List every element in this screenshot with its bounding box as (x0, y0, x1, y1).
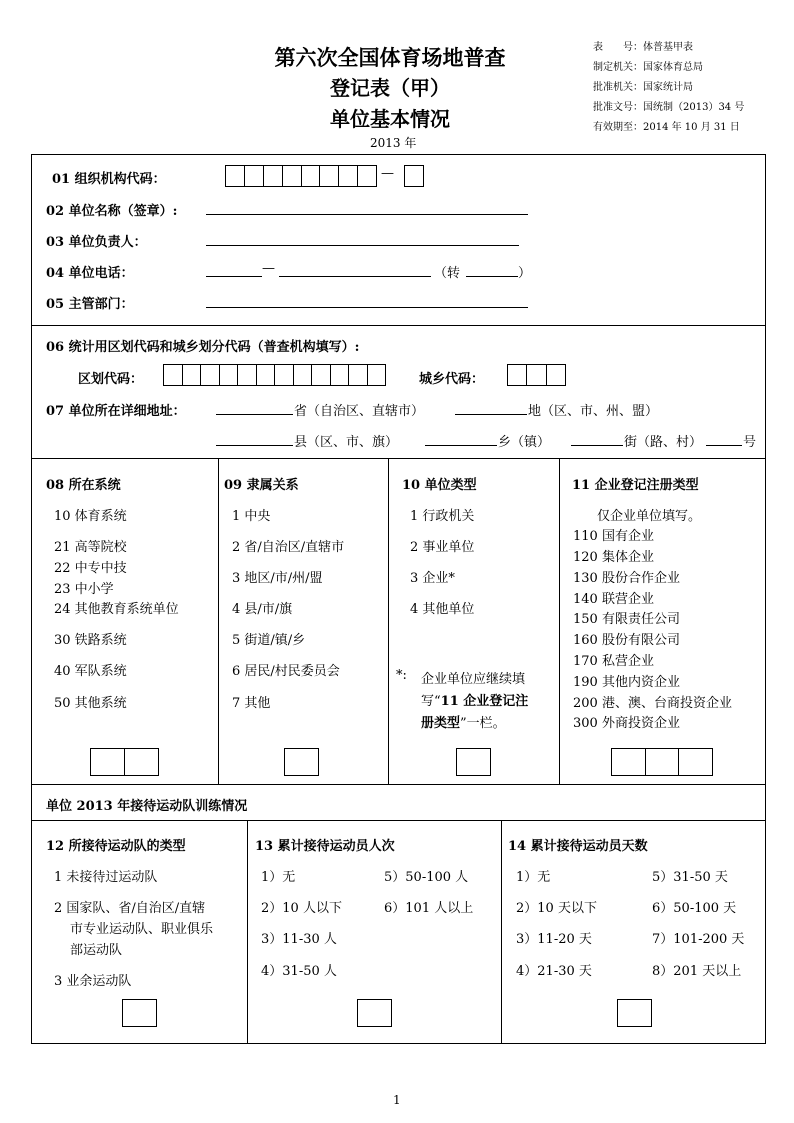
form-title: 第六次全国体育场地普查 (274, 45, 506, 70)
unit-type-note-star: *: (396, 668, 407, 683)
athlete-days-option: 6）50-100 天 (652, 901, 737, 916)
registration-type-title: 11 企业登记注册类型 (572, 478, 699, 493)
registration-type-option: 140 联营企业 (573, 592, 654, 607)
phone-ext-open: （转 (434, 266, 461, 281)
registration-type-subtitle: 仅企业单位填写。 (597, 509, 702, 524)
meta-block (593, 38, 744, 138)
address-province-field[interactable] (216, 414, 293, 415)
urban-code-label: 城乡代码： (419, 372, 485, 387)
supervisor-field[interactable] (206, 307, 528, 308)
registration-type-option: 130 股份合作企业 (573, 571, 680, 586)
address-street-label: 街（路、村） (624, 435, 703, 450)
address-province-label: 省（自治区、直辖市） (294, 404, 425, 419)
registration-type-option: 200 港、澳、台商投资企业 (573, 696, 732, 711)
registration-type-option: 120 集体企业 (573, 550, 654, 565)
region-code-boxes[interactable] (163, 364, 386, 386)
meta-row: 批准文号：国统制（2013）34 号 (593, 102, 745, 113)
team-type-option: 2 国家队、省/自治区/直辖 (54, 901, 206, 916)
supervisor-label: 05 主管部门： (46, 297, 134, 312)
org-code-check-box[interactable] (404, 165, 424, 187)
unit-name-field[interactable] (206, 214, 528, 215)
address-street-field[interactable] (571, 445, 623, 446)
registration-type-option: 150 有限责任公司 (573, 612, 680, 627)
address-label: 07 单位所在详细地址： (46, 404, 186, 419)
form-section-title: 单位基本情况 (330, 107, 450, 131)
meta-row: 有效期至：2014 年 10 月 31 日 (593, 122, 740, 133)
affiliation-option: 6 居民/村民委员会 (232, 664, 340, 679)
system-option: 22 中专中技 (54, 561, 127, 576)
affiliation-title: 09 隶属关系 (224, 478, 299, 493)
phone-area-field[interactable] (206, 276, 262, 277)
team-section-heading: 单位 2013 年接待运动队训练情况 (46, 799, 248, 814)
athlete-visits-option: 6）101 人以上 (384, 901, 474, 916)
unit-type-option: 3 企业* (410, 571, 455, 586)
athlete-visits-option: 3）11-30 人 (261, 932, 337, 947)
org-code-boxes[interactable] (225, 165, 377, 187)
team-type-option: 1 未接待过运动队 (54, 870, 158, 885)
registration-code-boxes[interactable] (611, 748, 713, 776)
phone-ext-close: ） (518, 266, 532, 281)
division-code-label: 06 统计用区划代码和城乡划分代码（普查机构填写）: (46, 340, 360, 355)
affiliation-option: 2 省/自治区/直辖市 (232, 540, 345, 555)
unit-type-note: 册类型”一栏。 (421, 716, 506, 731)
athlete-visits-option: 1）无 (261, 870, 296, 885)
column-divider (247, 820, 248, 1043)
system-option: 50 其他系统 (54, 696, 127, 711)
registration-type-option: 110 国有企业 (573, 529, 654, 544)
athlete-days-option: 7）101-200 天 (652, 932, 745, 947)
team-type-code-box[interactable] (122, 999, 157, 1027)
system-option: 21 高等院校 (54, 540, 127, 555)
system-code-boxes[interactable] (90, 748, 159, 776)
unit-name-label: 02 单位名称（签章）: (46, 204, 178, 219)
system-title: 08 所在系统 (46, 478, 121, 493)
column-divider (218, 458, 219, 784)
athlete-days-option: 1）无 (516, 870, 551, 885)
athlete-days-title: 14 累计接待运动员天数 (508, 839, 648, 854)
athlete-visits-option: 4）31-50 人 (261, 964, 337, 979)
meta-row: 表 号：体普基甲表 (593, 42, 693, 53)
unit-type-option: 4 其他单位 (410, 602, 475, 617)
address-prefecture-field[interactable] (455, 414, 527, 415)
form-year: 2013 年 (370, 136, 417, 150)
address-prefecture-label: 地（区、市、州、盟） (528, 404, 659, 419)
affiliation-option: 1 中央 (232, 509, 271, 524)
meta-row: 批准机关：国家统计局 (593, 82, 693, 93)
system-option: 24 其他教育系统单位 (54, 602, 179, 617)
system-option: 10 体育系统 (54, 509, 127, 524)
unit-head-field[interactable] (206, 245, 519, 246)
unit-phone-label: 04 单位电话： (46, 266, 134, 281)
system-option: 40 军队系统 (54, 664, 127, 679)
meta-row: 制定机关：国家体育总局 (593, 62, 703, 73)
team-type-option: 市专业运动队、职业俱乐 (70, 922, 214, 937)
column-divider (559, 458, 560, 784)
team-type-option: 部运动队 (70, 943, 123, 958)
unit-head-label: 03 单位负责人： (46, 235, 147, 250)
region-code-label: 区划代码： (78, 372, 144, 387)
unit-type-note: 企业单位应继续填 (421, 672, 526, 687)
org-code-dash: — (381, 166, 394, 181)
affiliation-option: 7 其他 (232, 696, 271, 711)
divider (32, 325, 765, 326)
divider (32, 820, 765, 821)
column-divider (501, 820, 502, 1043)
athlete-days-option: 8）201 天以上 (652, 964, 742, 979)
registration-type-option: 170 私营企业 (573, 654, 654, 669)
urban-code-boxes[interactable] (507, 364, 566, 386)
phone-number-field[interactable] (279, 276, 431, 277)
athlete-days-option: 3）11-20 天 (516, 932, 592, 947)
org-code-label: 01 组织机构代码： (52, 172, 166, 187)
athlete-visits-code-box[interactable] (357, 999, 392, 1027)
team-type-option: 3 业余运动队 (54, 974, 132, 989)
athlete-visits-option: 2）10 人以下 (261, 901, 342, 916)
athlete-days-option: 4）21-30 天 (516, 964, 592, 979)
athlete-days-option: 5）31-50 天 (652, 870, 728, 885)
address-town-label: 乡（镇） (498, 435, 551, 450)
column-divider (388, 458, 389, 784)
unit-type-option: 2 事业单位 (410, 540, 475, 555)
team-type-title: 12 所接待运动队的类型 (46, 839, 186, 854)
affiliation-option: 4 县/市/旗 (232, 602, 293, 617)
affiliation-option: 3 地区/市/州/盟 (232, 571, 323, 586)
athlete-visits-title: 13 累计接待运动员人次 (255, 839, 395, 854)
registration-type-option: 300 外商投资企业 (573, 716, 680, 731)
affiliation-option: 5 街道/镇/乡 (232, 633, 306, 648)
address-county-field[interactable] (216, 445, 293, 446)
phone-dash: — (262, 261, 275, 276)
address-town-field[interactable] (425, 445, 497, 446)
unit-type-note: 写“11 企业登记注 (421, 694, 529, 709)
divider (32, 458, 765, 459)
divider (32, 784, 765, 785)
form-subtitle: 登记表（甲） (330, 76, 450, 100)
page-number: 1 (393, 1093, 401, 1107)
phone-ext-field[interactable] (466, 276, 518, 277)
address-county-label: 县（区、市、旗） (294, 435, 399, 450)
unit-type-title: 10 单位类型 (402, 478, 477, 493)
affiliation-code-box[interactable] (284, 748, 319, 776)
system-option: 30 铁路系统 (54, 633, 127, 648)
athlete-days-code-box[interactable] (617, 999, 652, 1027)
registration-type-option: 160 股份有限公司 (573, 633, 680, 648)
athlete-visits-option: 5）50-100 人 (384, 870, 469, 885)
address-number-label: 号 (743, 435, 757, 450)
registration-type-option: 190 其他内资企业 (573, 675, 680, 690)
unit-type-code-box[interactable] (456, 748, 491, 776)
system-option: 23 中小学 (54, 582, 114, 597)
address-number-field[interactable] (706, 445, 742, 446)
athlete-days-option: 2）10 天以下 (516, 901, 597, 916)
unit-type-option: 1 行政机关 (410, 509, 475, 524)
